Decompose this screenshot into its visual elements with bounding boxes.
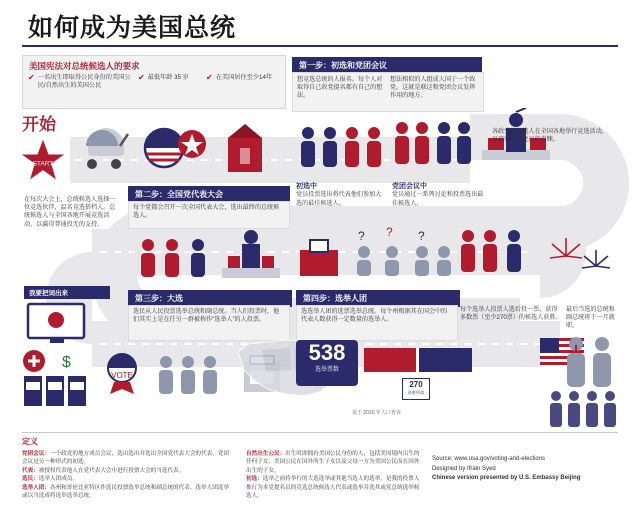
glossary-item (22, 484, 232, 501)
electoral-bar (364, 348, 472, 379)
check-icon: ✔ (28, 73, 35, 82)
glossary-item (246, 475, 422, 500)
glossary-term: 初选： (246, 476, 263, 483)
glossary-text: 出生时即拥有美国公民身份的人，包括美国境内出生的任何子女、美国公民在国外所生子女以及父母一方为美国公民而在国外出生的子女。 (246, 451, 420, 474)
caucus-caption-title: 党团会议中 (392, 183, 427, 190)
step-4-votes-caption: 每个选举人投票人选后投一票，获得多数票（至少270票）的候选人获胜。 (460, 306, 562, 322)
vote-callout-bar: 我要把词出来 (24, 286, 110, 299)
glossary-column-2 (246, 450, 422, 500)
nominee-podium-icon (216, 228, 286, 285)
electoral-total-badge (296, 340, 358, 386)
svg-text:VOTE: VOTE (111, 371, 133, 380)
ballot-box-icon (296, 236, 342, 285)
fireworks-icon (540, 228, 618, 293)
electoral-total-number: 538 (308, 340, 346, 365)
start-label: 开始 (22, 115, 56, 134)
campaign-button-icon (142, 122, 208, 179)
glossary-text: 选举人团成员。 (38, 476, 78, 483)
glossary-text: 各州和哥伦比亚特区作选民投票选举总统和副总统的代表。选举人团选举或以当选成将选举选举总统。 (22, 484, 229, 499)
glossary-text: 一个政党的地方成员会议，选出选出并选出全国党代表大会的代表。党团会议是另一种形式的初选。 (22, 451, 229, 466)
svg-text:?: ? (418, 229, 425, 243)
glossary-column-1 (22, 450, 232, 500)
glossary-text: 选举之前将举行的大选选举或其他当选人的选举。是我的投票人推行为本党提名员的竞选总统候选人代表或选举并选其或党总统选举候选人。 (246, 476, 420, 499)
glossary-heading: 定义 (22, 437, 38, 446)
primary-caption-text: 党员投票选出将代表他们参加大选的最佳候选人。 (296, 191, 382, 207)
glossary-term: 选举人团： (22, 484, 50, 491)
voters-queue-icons (156, 354, 234, 401)
requirement-item (28, 74, 132, 90)
svg-text:?: ? (358, 229, 365, 243)
check-icon: ✔ (138, 73, 145, 82)
check-icon: ✔ (206, 73, 213, 82)
source-designer: Designed by Ifrain Syed (432, 465, 496, 472)
glossary-term: 代表： (22, 467, 39, 474)
glossary-item (246, 450, 422, 475)
step-3-bar: 第三步：大选 (128, 290, 292, 307)
step-1-text-right: 想法相似的人组成人国于一个政党。这就是联这和党团会议发挥作用的地方。 (390, 76, 476, 100)
requirement-text: 一名出生即取得公民身份的美国公民/自然出生的美国公民 (37, 74, 131, 89)
requirements-heading: 美国宪法对总统候选人的要求 (29, 61, 140, 71)
source-publisher: Chinese version presented by U.S. Embassy Beijing (432, 475, 581, 482)
requirements-box (22, 55, 286, 109)
primary-caption-title: 初选中 (296, 183, 317, 190)
glossary-term: 自然出生公民： (246, 451, 286, 457)
inauguration-crowd-icon (548, 386, 620, 435)
rally-caption: 各政党的候选人在全国各地举行竞选活动，以赢得本党党员的青睐。 (492, 128, 608, 144)
requirement-text: 在美国居住至少14年 (215, 74, 273, 81)
undecided-voters-icons (352, 226, 452, 283)
tv-monitor-icon (24, 302, 90, 351)
caucus-caption (392, 182, 484, 208)
glossary-item (22, 475, 232, 483)
electoral-needed-label: 获胜所需 (407, 390, 425, 395)
step-3-text: 选民从人民投票选举总统和副总统。当人们投票时，他们其实上是在任另一群被称作“选举人”的人投票。 (133, 308, 280, 324)
glossary-text: 被授权代表他人在党代表大会中进行投票大会的当选代表。 (38, 467, 185, 474)
footer-divider (22, 432, 618, 433)
primary-voters-icons (298, 124, 384, 177)
source-url[interactable]: Source: www.usa.gov/voting-and-elections (432, 456, 546, 462)
caucus-group-icons (392, 118, 472, 177)
voting-booths-icon (20, 372, 90, 417)
svg-text:?: ? (386, 226, 393, 239)
step-4-bar: 第四步：选举人团 (296, 290, 460, 307)
start-star-icon (20, 138, 62, 178)
step-4-oath-caption: 最后当选的总统和副总统将于一月就职。 (566, 306, 615, 330)
convention-delegates-icons (136, 236, 216, 285)
requirement-item (206, 74, 276, 90)
glossary-term: 选民： (22, 476, 39, 483)
step-1-bar: 第一步：初选和党团会议 (292, 57, 482, 74)
baby-stroller-icon (76, 126, 132, 177)
source-block (432, 455, 580, 484)
electoral-needed-number: 270 (409, 380, 423, 389)
glossary-item (22, 467, 232, 475)
page-title: 如何成为美国总统 (28, 14, 237, 42)
electoral-total-label: 选举票数 (314, 367, 339, 373)
svg-text:$: $ (62, 354, 71, 371)
map-note: 基于 2020 年人口普查 (352, 410, 401, 416)
requirement-text: 最低年龄 35 岁 (147, 74, 189, 81)
glossary-term: 党团会议： (22, 451, 50, 457)
primary-caption (296, 182, 384, 208)
vote-badge-icon (96, 352, 148, 401)
podium-speaker-icon (216, 118, 274, 179)
step-2-bar: 第二步：全国党代表大会 (128, 186, 290, 203)
step-4-text: 选选举人团的选票选举总统。每个州根据其在国会中的代表人数获得一定数量的选举人。 (301, 308, 448, 324)
step-1-text-left: 想竞选总统的人报名。每个人对取得自己政党提名都有自己的想法。 (297, 76, 383, 100)
campaign-crowd-icons (458, 226, 538, 283)
glossary-item (22, 450, 232, 467)
requirement-item (138, 74, 200, 90)
caucus-caption-text: 党员通过一系列讨论和投票选出最佳候选人。 (392, 191, 484, 207)
electoral-needed-badge (402, 378, 430, 400)
svg-text:START: START (32, 160, 54, 168)
step-2-left-caption: 在每次大会上，总统候选人选择一位竞选伙伴，温名竞选搭档人。总统候选人与全国各地开展竞选活动，以赢得普通投无的支持。 (24, 196, 116, 228)
step-2-text: 每个党都会召开一次全国代表大会，选出最终的总统候选人。 (133, 204, 280, 220)
